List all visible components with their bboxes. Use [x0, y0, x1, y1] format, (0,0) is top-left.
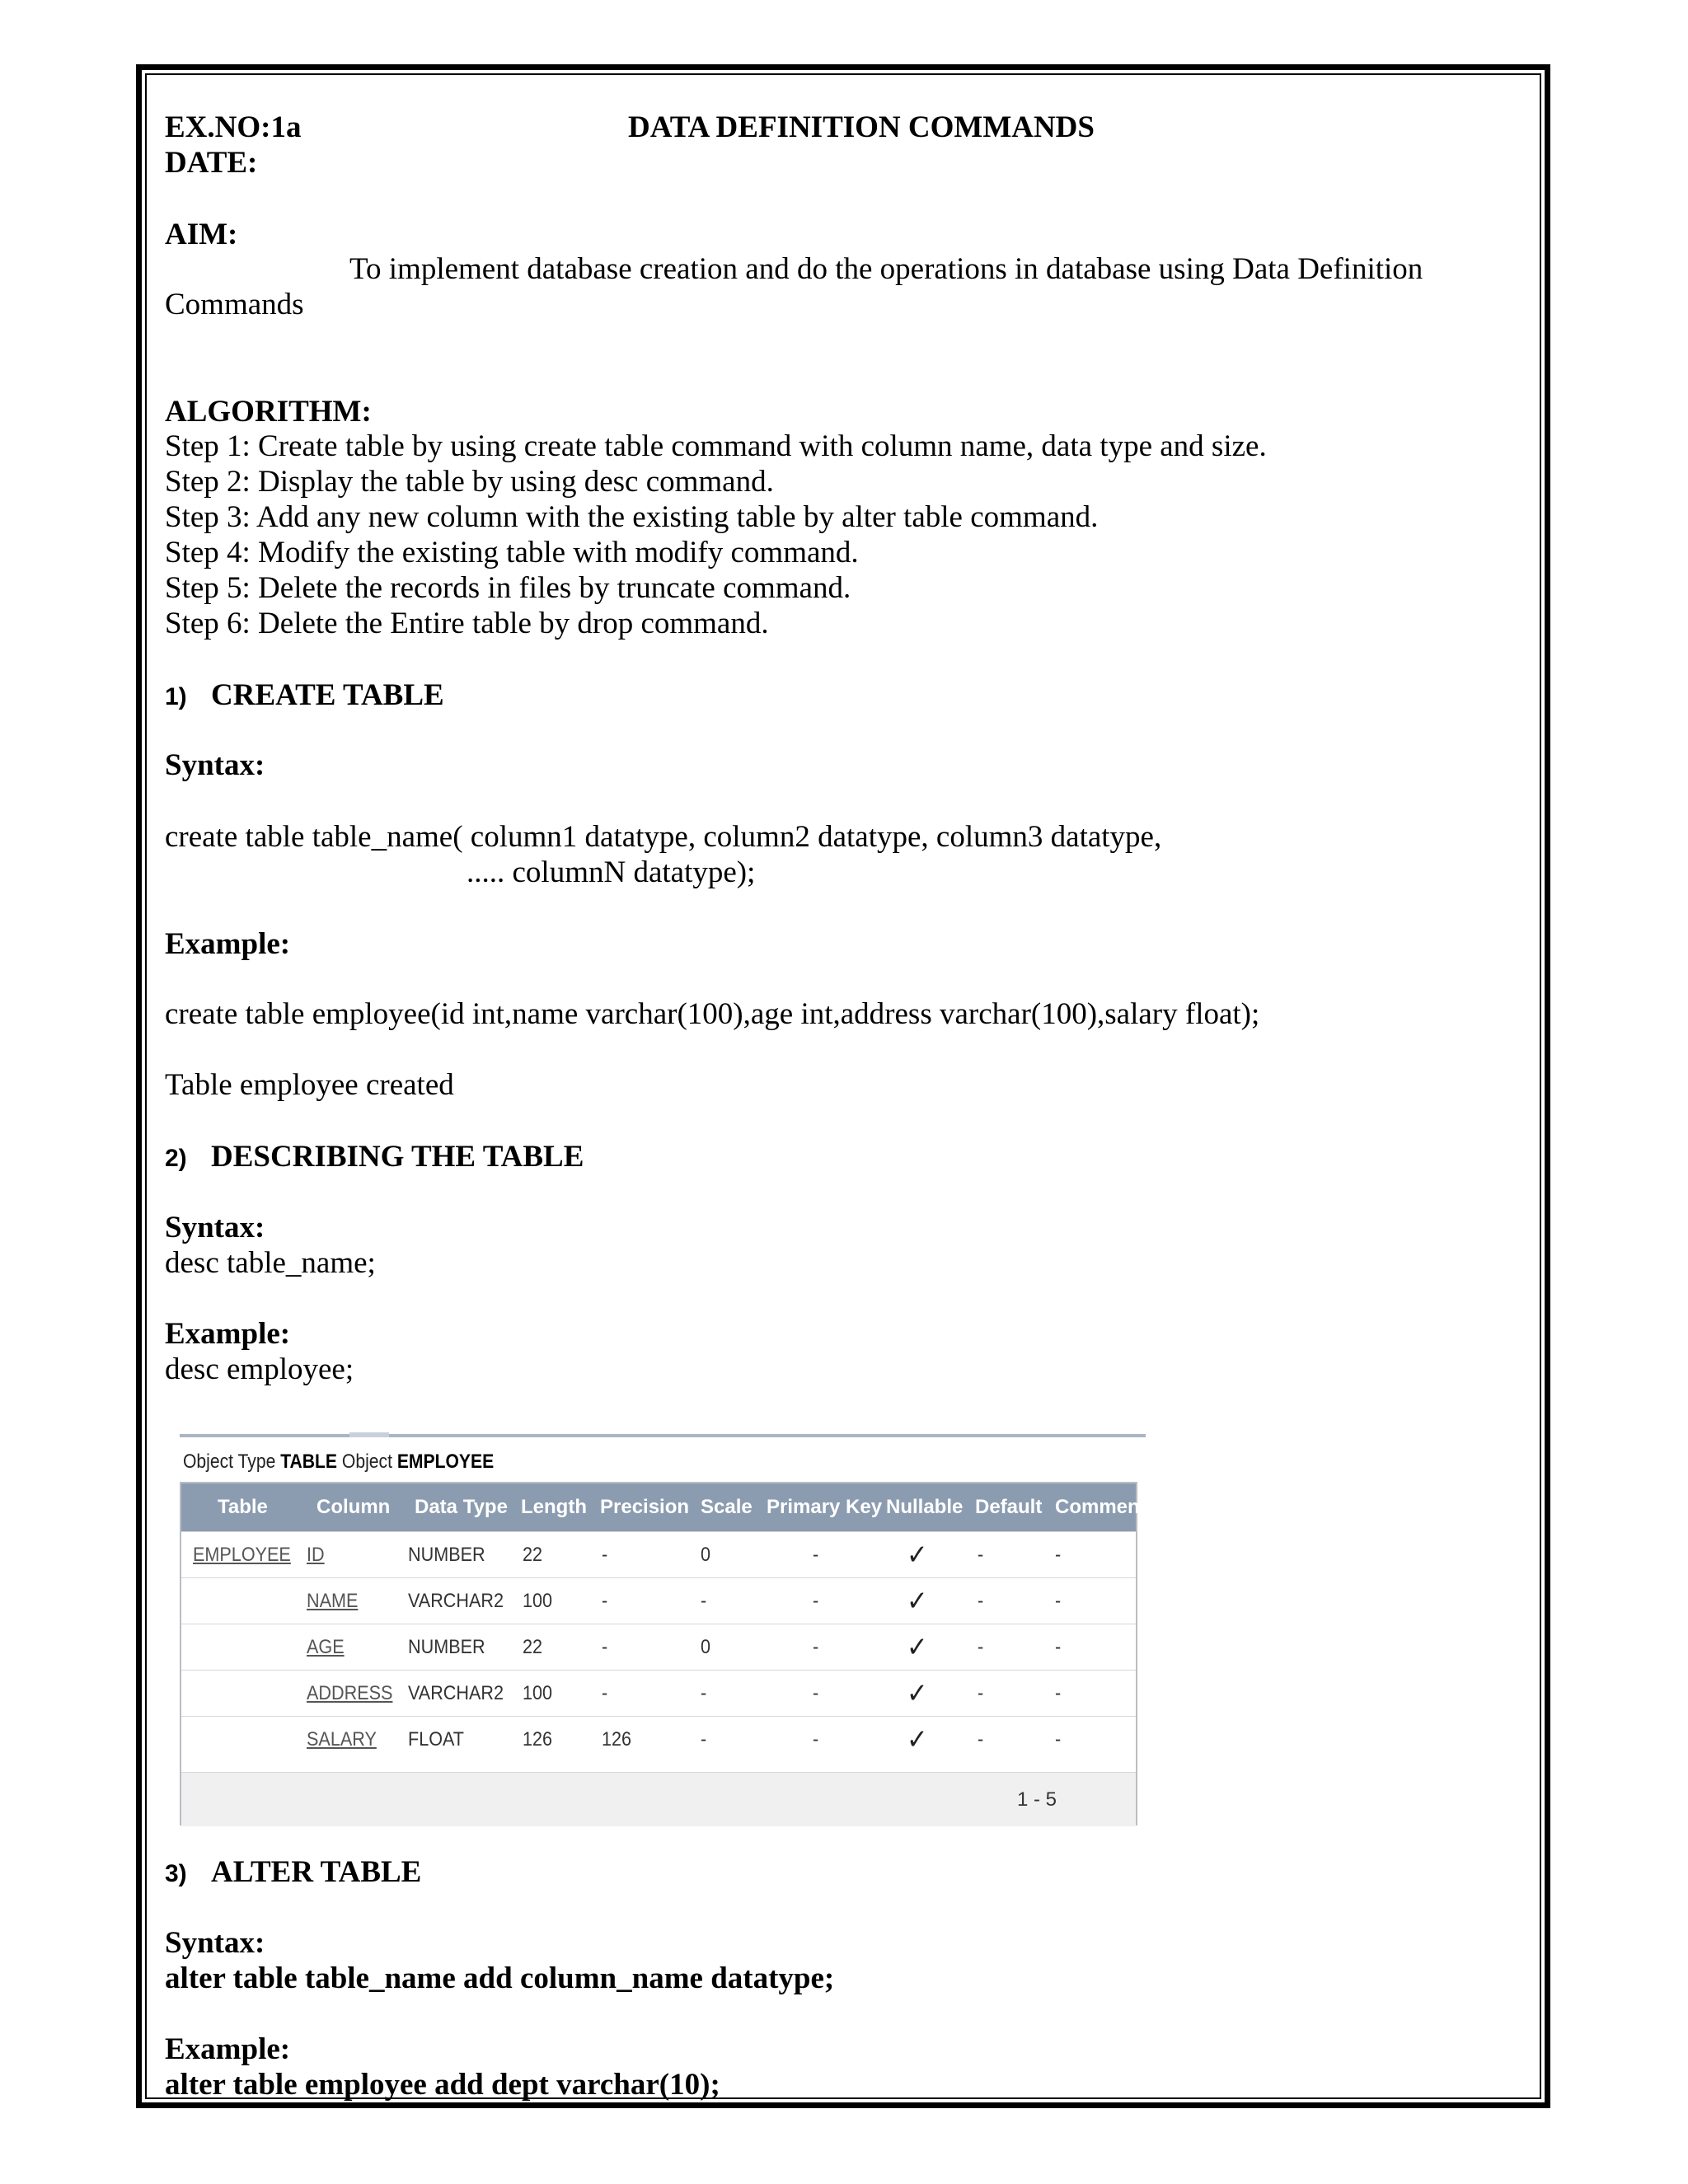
table-row — [181, 1577, 1136, 1624]
col-header-default[interactable]: Default — [975, 1496, 1043, 1518]
nullable-check-icon: ✓ — [907, 1586, 928, 1617]
cell-precision: 126 — [602, 1728, 632, 1750]
section-number: 2) — [165, 1145, 187, 1172]
col-header-table[interactable]: Table — [218, 1496, 268, 1518]
cell-length: 100 — [523, 1590, 553, 1612]
cell-column-link[interactable]: AGE — [307, 1636, 345, 1658]
aim-text-line2: Commands — [165, 288, 304, 321]
screenshot-top-rule — [180, 1434, 1146, 1437]
section-title-alter-table: ALTER TABLE — [211, 1855, 422, 1889]
example-label: Example: — [165, 927, 291, 961]
cell-precision: - — [602, 1590, 608, 1612]
cell-length: 100 — [523, 1682, 553, 1704]
example-label: Example: — [165, 1317, 291, 1351]
cell-default: - — [978, 1636, 984, 1658]
object-type-value: TABLE — [280, 1451, 338, 1473]
exercise-number: EX.NO:1a — [165, 110, 302, 144]
cell-scale: 0 — [701, 1636, 711, 1658]
cell-scale: - — [701, 1728, 707, 1750]
create-result-message: Table employee created — [165, 1068, 454, 1102]
grid-footer — [181, 1772, 1136, 1826]
aim-text-line1: To implement database creation and do the operations in database using Data Definition — [349, 252, 1423, 286]
create-syntax-line2: ..... columnN datatype); — [467, 855, 756, 889]
alter-syntax: alter table table_name add column_name datatype; — [165, 1961, 835, 1995]
cell-column-link[interactable]: ID — [307, 1544, 325, 1566]
date-label: DATE: — [165, 146, 258, 180]
algorithm-label: ALGORITHM: — [165, 395, 372, 429]
cell-comment: - — [1055, 1728, 1062, 1750]
cell-column-link[interactable]: NAME — [307, 1590, 359, 1612]
col-header-scale[interactable]: Scale — [701, 1496, 753, 1518]
cell-default: - — [978, 1544, 984, 1566]
cell-primary-key: - — [813, 1544, 819, 1566]
cell-primary-key: - — [813, 1728, 819, 1750]
syntax-label: Syntax: — [165, 748, 265, 782]
cell-comment: - — [1055, 1544, 1062, 1566]
table-row — [181, 1716, 1136, 1763]
cell-precision: - — [602, 1682, 608, 1704]
algorithm-step: Step 4: Modify the existing table with modify command. — [165, 536, 859, 569]
table-row — [181, 1624, 1136, 1671]
grid-header-row — [181, 1483, 1146, 1531]
cell-data-type: FLOAT — [408, 1728, 465, 1750]
algorithm-step: Step 1: Create table by using create table command with column name, data type and size. — [165, 429, 1267, 463]
nullable-check-icon: ✓ — [907, 1678, 928, 1709]
cell-length: 22 — [523, 1544, 543, 1566]
cell-length: 22 — [523, 1636, 543, 1658]
cell-precision: - — [602, 1636, 608, 1658]
col-header-data-type[interactable]: Data Type — [415, 1496, 508, 1518]
screenshot-tab-marker — [349, 1432, 389, 1437]
algorithm-step: Step 6: Delete the Entire table by drop command. — [165, 607, 769, 640]
section-number: 1) — [165, 683, 187, 710]
object-type-label: Object Type — [183, 1451, 276, 1473]
section-title-create-table: CREATE TABLE — [211, 678, 444, 712]
describe-output-screenshot — [180, 1434, 1146, 1825]
cell-comment: - — [1055, 1682, 1062, 1704]
cell-precision: - — [602, 1544, 608, 1566]
cell-data-type: NUMBER — [408, 1636, 485, 1658]
cell-default: - — [978, 1728, 984, 1750]
cell-table-link[interactable]: EMPLOYEE — [193, 1544, 291, 1566]
section-title-describe: DESCRIBING THE TABLE — [211, 1140, 584, 1174]
cell-scale: - — [701, 1590, 707, 1612]
table-row — [181, 1670, 1136, 1717]
cell-length: 126 — [523, 1728, 553, 1750]
cell-default: - — [978, 1682, 984, 1704]
cell-scale: 0 — [701, 1544, 711, 1566]
cell-default: - — [978, 1590, 984, 1612]
table-row — [181, 1531, 1136, 1578]
describe-result-grid — [180, 1482, 1146, 1825]
algorithm-step: Step 3: Add any new column with the existing table by alter table command. — [165, 500, 1099, 534]
syntax-label: Syntax: — [165, 1926, 265, 1960]
cell-primary-key: - — [813, 1682, 819, 1704]
cell-comment: - — [1055, 1590, 1062, 1612]
section-number: 3) — [165, 1860, 187, 1887]
create-example-command: create table employee(id int,name varchar(100),age int,address varchar(100),salary float); — [165, 997, 1260, 1031]
aim-label: AIM: — [165, 218, 238, 251]
example-label: Example: — [165, 2032, 291, 2066]
pagination-range: 1 - 5 — [1016, 1788, 1057, 1811]
algorithm-step: Step 2: Display the table by using desc command. — [165, 465, 774, 499]
col-header-column[interactable]: Column — [316, 1496, 391, 1518]
col-header-precision[interactable]: Precision — [600, 1496, 690, 1518]
cell-data-type: NUMBER — [408, 1544, 485, 1566]
cell-data-type: VARCHAR2 — [408, 1682, 504, 1704]
nullable-check-icon: ✓ — [907, 1632, 928, 1663]
cell-primary-key: - — [813, 1636, 819, 1658]
cell-primary-key: - — [813, 1590, 819, 1612]
nullable-check-icon: ✓ — [907, 1724, 928, 1755]
cell-scale: - — [701, 1682, 707, 1704]
cell-column-link[interactable]: ADDRESS — [307, 1682, 393, 1704]
describe-syntax: desc table_name; — [165, 1246, 376, 1280]
page-title: DATA DEFINITION COMMANDS — [628, 110, 1095, 144]
col-header-comment[interactable]: Comment — [1055, 1496, 1146, 1518]
col-header-nullable[interactable]: Nullable — [886, 1496, 964, 1518]
describe-example-command: desc employee; — [165, 1352, 354, 1386]
cell-comment: - — [1055, 1636, 1062, 1658]
object-breadcrumb — [183, 1451, 494, 1474]
col-header-length[interactable]: Length — [521, 1496, 587, 1518]
alter-example-command: alter table employee add dept varchar(10); — [165, 2068, 720, 2102]
syntax-label: Syntax: — [165, 1211, 265, 1244]
cell-data-type: VARCHAR2 — [408, 1590, 504, 1612]
object-label: Object — [341, 1451, 392, 1473]
algorithm-step: Step 5: Delete the records in files by truncate command. — [165, 571, 851, 605]
create-syntax-line1: create table table_name( column1 datatype, column2 datatype, column3 datatype, — [165, 820, 1162, 854]
object-value: EMPLOYEE — [396, 1451, 495, 1473]
col-header-primary-key[interactable]: Primary Key — [767, 1496, 883, 1518]
cell-column-link[interactable]: SALARY — [307, 1728, 377, 1750]
nullable-check-icon: ✓ — [907, 1540, 928, 1571]
